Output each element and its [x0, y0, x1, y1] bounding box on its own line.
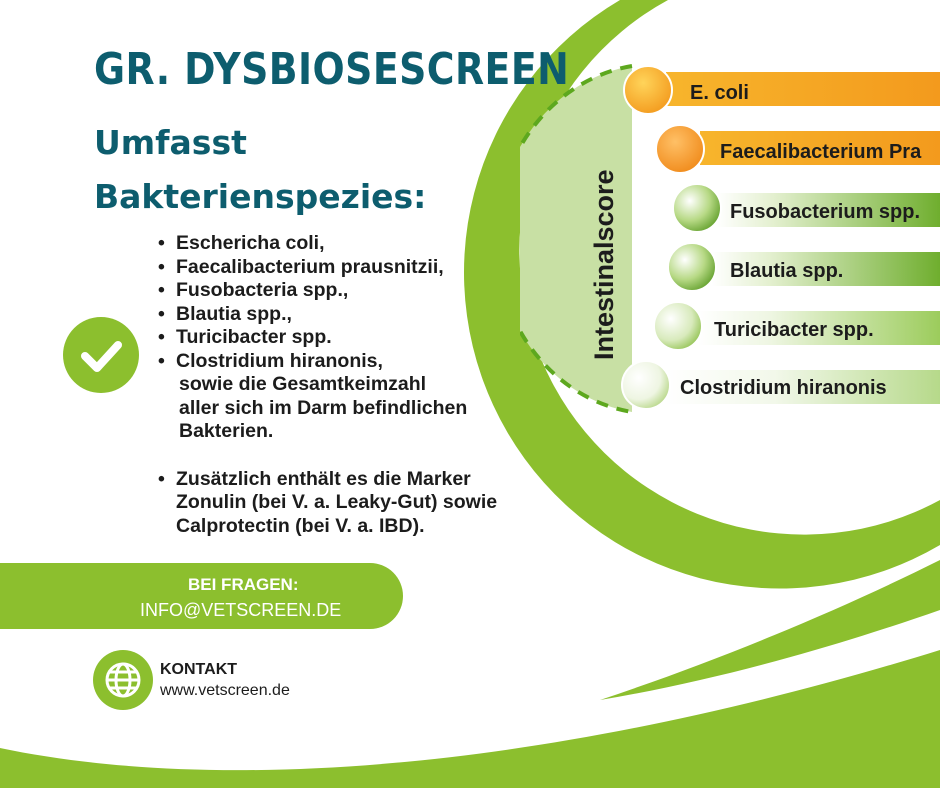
list-continuation: sowie die Gesamtkeimzahl: [179, 373, 427, 395]
bacteria-label: Clostridium hiranonis: [680, 377, 887, 399]
bacteria-label: Fusobacterium spp.: [730, 201, 921, 223]
page-title: GR. DYSBIOSESCREEN: [94, 44, 570, 95]
contact-banner-label: BEI FRAGEN:: [188, 575, 299, 594]
bacteria-label: E. coli: [690, 82, 749, 104]
website-link[interactable]: www.vetscreen.de: [160, 682, 290, 699]
list-continuation: Bakterien.: [179, 420, 274, 442]
list-item: • Clostridium hiranonis,: [158, 349, 383, 372]
list-item: • Fusobacteria spp.,: [158, 279, 349, 301]
axis-label: Intestinalscore: [589, 169, 619, 360]
bacteria-bullet: [654, 302, 702, 350]
subtitle-line-2: Bakterienspezies:: [94, 177, 427, 216]
bacteria-label: Faecalibacterium Pra: [720, 141, 922, 163]
bacteria-bars: [622, 66, 940, 409]
bacteria-bullet: [673, 184, 721, 232]
check-icon: [63, 317, 139, 393]
list-item-markers-cont: Zonulin (bei V. a. Leaky-Gut) sowie: [176, 491, 498, 513]
contact-banner: [0, 563, 403, 629]
bacteria-bullet: [622, 361, 670, 409]
list-item-markers-cont: Calprotectin (bei V. a. IBD).: [176, 514, 425, 537]
list-item: • Turicibacter spp.: [158, 326, 332, 348]
list-item: • Eschericha coli,: [158, 232, 325, 254]
list-continuation: aller sich im Darm befindlichen: [179, 396, 468, 419]
contact-email[interactable]: INFO@VETSCREEN.DE: [140, 600, 342, 620]
intestinalscore-diagram: [520, 0, 940, 560]
globe-icon: [93, 650, 153, 710]
bacteria-bullet: [668, 243, 716, 291]
bacteria-bullet: [656, 125, 704, 173]
bacteria-bullet: [624, 66, 672, 114]
subtitle-line-1: Umfasst: [94, 123, 247, 162]
species-list: [158, 232, 548, 538]
page-subtitle: [94, 116, 426, 224]
list-item: • Blautia spp.,: [158, 302, 292, 325]
bacteria-label: Blautia spp.: [730, 260, 844, 282]
list-item-markers: • Zusätzlich enthält es die Marker: [158, 467, 471, 490]
list-item: • Faecalibacterium prausnitzii,: [158, 255, 444, 278]
bacteria-label: Turicibacter spp.: [714, 319, 874, 341]
kontakt-label: KONTAKT: [160, 661, 238, 678]
